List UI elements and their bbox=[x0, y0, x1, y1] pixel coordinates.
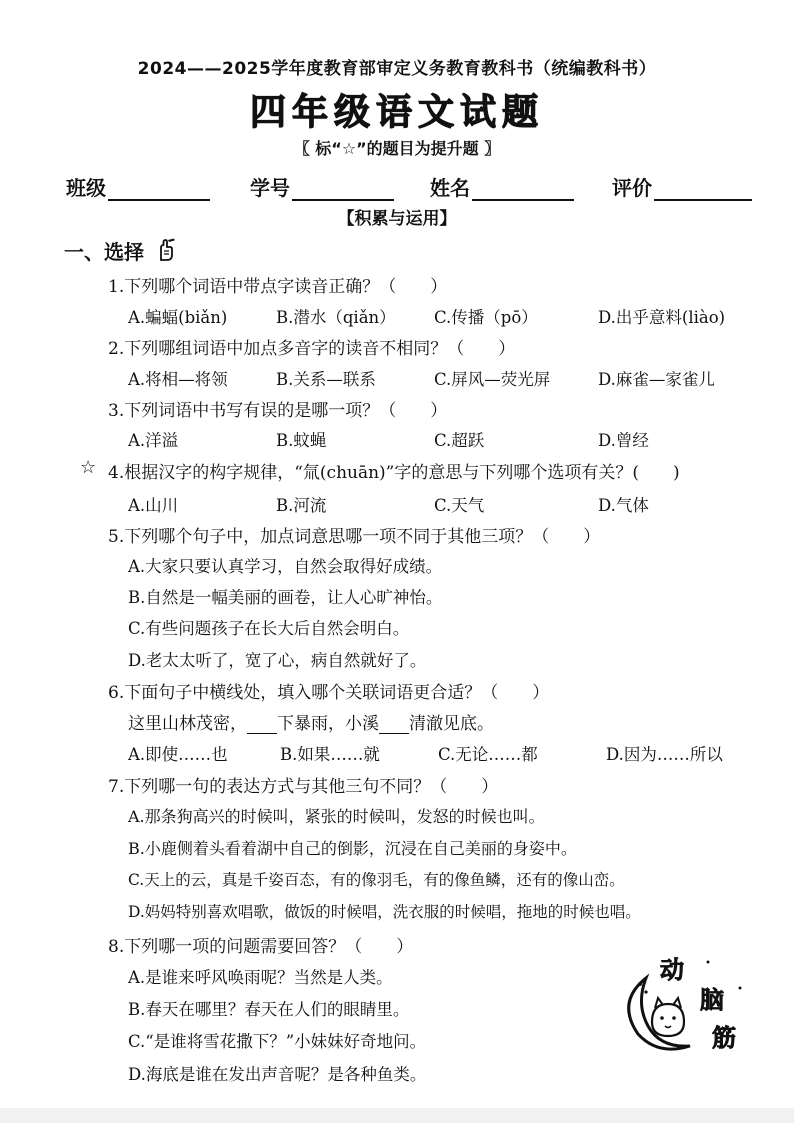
question-2-stem: 2.下列哪组词语中加点多音字的读音不相同？（ ） bbox=[108, 339, 516, 359]
question-1-stem: 1.下列哪个词语中带点字读音正确？（ ） bbox=[108, 277, 448, 297]
q2-option-d[interactable]: D.麻雀—家雀儿 bbox=[598, 370, 715, 389]
question-3-stem: 3.下列词语中书写有误的是哪一项？（ ） bbox=[108, 401, 448, 421]
question-5-stem: 5.下列哪个句子中，加点词意思哪一项不同于其他三项？（ ） bbox=[108, 527, 601, 547]
score-blank[interactable] bbox=[654, 179, 752, 201]
q5-option-b[interactable]: B.自然是一幅美丽的画卷，让人心旷神怡。 bbox=[128, 588, 443, 607]
question-7-stem: 7.下列哪一句的表达方式与其他三句不同？（ ） bbox=[108, 777, 499, 797]
stamp-char-2: 脑 bbox=[700, 986, 724, 1014]
q2-option-a[interactable]: A.将相—将领 bbox=[128, 370, 228, 389]
upgrade-star-icon: ☆ bbox=[80, 457, 97, 478]
name-blank[interactable] bbox=[472, 179, 574, 201]
q5-option-d[interactable]: D.老太太听了，宽了心，病自然就好了。 bbox=[128, 651, 427, 670]
number-field[interactable] bbox=[250, 172, 394, 201]
q3-option-d[interactable]: D.曾经 bbox=[598, 431, 649, 450]
section-title: 【积累与运用】 bbox=[337, 209, 457, 229]
q5-option-a[interactable]: A.大家只要认真学习，自然会取得好成绩。 bbox=[128, 557, 443, 576]
q3-option-b[interactable]: B.蚊蝇 bbox=[276, 431, 327, 450]
number-label: 学号 bbox=[250, 176, 290, 200]
q7-option-b[interactable]: B.小鹿侧着头看着湖中自己的倒影，沉浸在自己美丽的身姿中。 bbox=[128, 839, 577, 858]
brain-teaser-stamp bbox=[612, 944, 762, 1064]
q6-sentence bbox=[128, 709, 494, 734]
q6-blank-2[interactable] bbox=[379, 717, 409, 734]
class-label: 班级 bbox=[66, 176, 106, 200]
score-label: 评价 bbox=[612, 176, 652, 200]
q3-option-a[interactable]: A.洋溢 bbox=[128, 431, 179, 450]
q5-option-c[interactable]: C.有些问题孩子在长大后自然会明白。 bbox=[128, 619, 410, 638]
q6-option-a[interactable]: A.即使……也 bbox=[128, 745, 228, 764]
name-field[interactable] bbox=[430, 172, 574, 201]
q8-option-d[interactable]: D.海底是谁在发出声音呢？是各种鱼类。 bbox=[128, 1065, 427, 1084]
stamp-char-3: 筋 bbox=[712, 1024, 736, 1052]
q3-option-c[interactable]: C.超跃 bbox=[434, 431, 485, 450]
q6-sentence-part-a: 这里山林茂密， bbox=[128, 714, 247, 734]
q6-option-d[interactable]: D.因为……所以 bbox=[606, 745, 723, 764]
q6-blank-1[interactable] bbox=[247, 717, 277, 734]
q6-sentence-part-c: 清澈见底。 bbox=[409, 714, 494, 734]
q2-option-c[interactable]: C.屏风—荧光屏 bbox=[434, 370, 551, 389]
page-title: 四年级语文试题 bbox=[249, 92, 544, 133]
question-6-stem: 6.下面句子中横线处，填入哪个关联词语更合适？（ ） bbox=[108, 683, 550, 703]
q6-option-b[interactable]: B.如果……就 bbox=[280, 745, 380, 764]
moon-cat-icon bbox=[612, 944, 762, 1064]
q6-option-c[interactable]: C.无论……都 bbox=[438, 745, 538, 764]
student-info-row bbox=[66, 172, 756, 202]
q2-option-b[interactable]: B.关系—联系 bbox=[276, 370, 376, 389]
class-blank[interactable] bbox=[108, 179, 210, 201]
header-line: 2024——2025学年度教育部审定义务教育教科书（统编教科书） bbox=[137, 59, 657, 79]
part-label: 一、选择 bbox=[64, 240, 144, 264]
part-heading bbox=[64, 236, 177, 265]
stamp-char-1: 动 bbox=[660, 956, 684, 984]
score-field[interactable] bbox=[612, 172, 752, 201]
q4-option-b[interactable]: B.河流 bbox=[276, 496, 327, 515]
q7-option-d[interactable]: D.妈妈特别喜欢唱歌，做饭的时候唱，洗衣服的时候唱，拖地的时候也唱。 bbox=[128, 903, 641, 921]
subtitle: 〖 标“☆”的题目为提升题 〗 bbox=[293, 139, 501, 158]
q6-sentence-part-b: 下暴雨，小溪 bbox=[277, 714, 379, 734]
hand-pen-icon bbox=[155, 238, 177, 262]
q8-option-c[interactable]: C.“是谁将雪花撒下？”小妹妹好奇地问。 bbox=[128, 1032, 427, 1051]
q7-option-a[interactable]: A.那条狗高兴的时候叫，紧张的时候叫，发怒的时候也叫。 bbox=[128, 807, 545, 826]
q1-option-d[interactable]: D.出乎意料(liào) bbox=[598, 308, 726, 327]
q4-option-a[interactable]: A.山川 bbox=[128, 496, 179, 515]
question-4-stem: 4.根据汉字的构字规律，“氚(chuān)”字的意思与下列哪个选项有关？( ) bbox=[108, 463, 680, 483]
q1-option-c[interactable]: C.传播（pō） bbox=[434, 308, 538, 327]
class-field[interactable] bbox=[66, 172, 210, 201]
q8-option-a[interactable]: A.是谁来呼风唤雨呢？当然是人类。 bbox=[128, 968, 393, 987]
number-blank[interactable] bbox=[292, 179, 394, 201]
q7-option-c[interactable]: C.天上的云，真是千姿百态，有的像羽毛，有的像鱼鳞，还有的像山峦。 bbox=[128, 871, 625, 889]
q4-option-c[interactable]: C.天气 bbox=[434, 496, 485, 515]
question-8-stem: 8.下列哪一项的问题需要回答？（ ） bbox=[108, 937, 414, 957]
q1-option-a[interactable]: A.蝙蝠(biǎn) bbox=[128, 308, 228, 327]
name-label: 姓名 bbox=[430, 176, 470, 200]
q1-option-b[interactable]: B.潜水（qiǎn） bbox=[276, 308, 396, 327]
q4-option-d[interactable]: D.气体 bbox=[598, 496, 649, 515]
q8-option-b[interactable]: B.春天在哪里？春天在人们的眼睛里。 bbox=[128, 1000, 410, 1019]
page-bottom-band bbox=[0, 1108, 794, 1123]
